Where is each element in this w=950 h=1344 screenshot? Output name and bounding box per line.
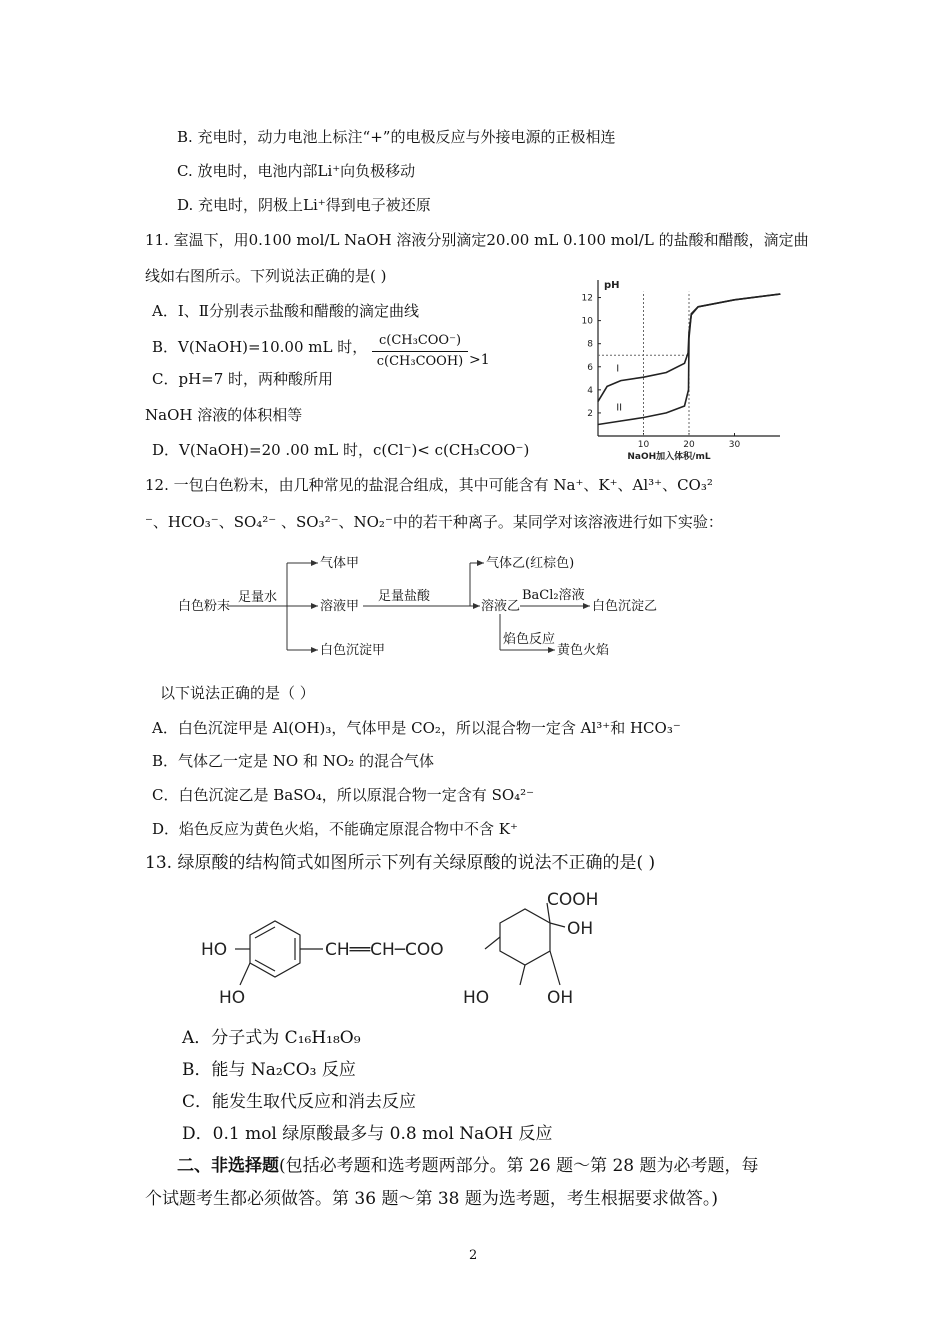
q11-option-b: B．V(NaOH)=10.00 mL 时， [152,338,368,356]
y-tick-label: 4 [587,385,593,396]
arrowhead [473,603,480,609]
ho-bottom-left: HO [219,988,246,1008]
cooh: COOH [547,890,599,910]
fraction-relation: >1 [469,352,490,368]
flow-sol-a: 溶液甲 [320,599,360,614]
arrowhead [311,603,318,609]
x-tick-label: 10 [637,440,650,450]
q12-option-d: D．焰色反应为黄色火焰，不能确定原混合物中不含 K⁺ [152,820,518,838]
flow-step2: 足量盐酸 [378,589,431,604]
q11-option-a: A．Ⅰ、Ⅱ分别表示盐酸和醋酸的滴定曲线 [152,302,419,320]
ring-double-bond [255,927,275,938]
bond [240,963,250,985]
benzene-ring [250,921,300,977]
flow-step1: 足量水 [238,590,278,605]
q12-option-a: A．白色沉淀甲是 Al(OH)₃，气体甲是 CO₂，所以混合物一定含 Al³⁺和 HCO₃⁻ [152,719,681,737]
y-tick-label: 6 [587,362,593,373]
ho-bottom-mid: HO [463,988,490,1008]
flow-reagent: BaCl₂溶液 [522,588,585,603]
q12-option-b: B．气体乙一定是 NO 和 NO₂ 的混合气体 [152,752,434,770]
section2-heading: 二、非选择题 [177,1156,279,1176]
fraction-denominator: c(CH₃COOH) [376,354,464,369]
x-tick-label: 30 [728,440,741,450]
ring-double-bond [255,960,275,971]
page-number: 2 [469,1248,478,1263]
x-tick-label: 20 [683,440,695,450]
chain: CH══CH─COO [325,940,444,960]
bond [520,965,525,985]
q11-stem-line2: 线如右图所示。下列说法正确的是( ) [145,267,387,285]
flow-ppt-a: 白色沉淀甲 [320,643,386,658]
bond [550,923,565,927]
arrowhead [311,647,318,653]
oh-bottom-right: OH [547,988,574,1008]
q10-option-c: C. 放电时，电池内部Li⁺向负极移动 [177,162,416,180]
q11-option-d: D．V(NaOH)=20 .00 mL 时，c(Cl⁻)< c(CH₃COO⁻) [152,441,530,459]
y-tick-label: 12 [581,293,593,304]
q10-option-b: B. 充电时，动力电池上标注“+”的电极反应与外接电源的正极相连 [177,128,616,146]
ho-left: HO [201,940,228,960]
flow-gas-a: 气体甲 [320,556,360,571]
q12-option-c: C．白色沉淀乙是 BaSO₄，所以原混合物一定含有 SO₄²⁻ [152,786,535,804]
y-axis-label: pH [604,280,620,291]
q13-stem: 13. 绿原酸的结构简式如图所示下列有关绿原酸的说法不正确的是( ) [145,853,656,873]
flow-ppt-b: 白色沉淀乙 [592,599,658,614]
flow-flame-result: 黄色火焰 [557,643,610,658]
y-tick-label: 2 [587,408,593,419]
q10-option-d: D. 充电时，阴极上Li⁺得到电子被还原 [177,196,431,214]
q11-option-c-line1: C．pH=7 时，两种酸所用 [152,370,334,388]
flow-flame-test: 焰色反应 [503,632,556,647]
bond [550,951,560,985]
cyclohexane-ring [500,909,550,965]
y-tick-label: 8 [587,339,593,350]
q12-prompt: 以下说法正确的是（ ） [160,684,315,702]
q13-option-c: C．能发生取代反应和消去反应 [182,1092,417,1112]
q13-option-a: A．分子式为 C₁₆H₁₈O₉ [182,1028,361,1048]
flow-sol-b: 溶液乙 [481,599,521,614]
x-axis-label: NaOH加入体积/mL [627,452,711,462]
y-tick-label: 10 [581,316,593,327]
section2-line1-rest: (包括必考题和选考题两部分。第 26 题～第 28 题为必考题，每 [279,1156,759,1176]
q12-stem-line2: ⁻、HCO₃⁻、SO₄²⁻ 、SO₃²⁻、NO₂⁻中的若干种离子。某同学对该溶液进行如下实验： [145,513,723,531]
chlorogenic-acid-structure [195,885,625,1015]
q13-option-b: B．能与 Na₂CO₃ 反应 [182,1060,356,1080]
flow-gas-b: 气体乙(红棕色) [486,556,575,571]
q12-stem-line1: 12. 一包白色粉末，由几种常见的盐混合组成，其中可能含有 Na⁺、K⁺、Al³⁺、CO₃² [145,476,713,494]
q11-stem-line1: 11. 室温下，用0.100 mol/L NaOH 溶液分别滴定20.00 mL 0.100 mol/L 的盐酸和醋酸，滴定曲 [145,231,809,249]
arrowhead [477,560,484,566]
arrowhead [311,560,318,566]
section2-line1 [177,1155,759,1177]
bond [485,937,500,949]
q11-option-c-line2: NaOH 溶液的体积相等 [145,406,303,424]
curve-label-II: II [616,402,623,414]
q13-option-d: D．0.1 mol 绿原酸最多与 0.8 mol NaOH 反应 [182,1124,553,1144]
curve-label-I: I [616,363,620,375]
oh-right: OH [567,919,594,939]
fraction-numerator: c(CH₃COO⁻) [378,333,462,348]
flow-start: 白色粉末 [178,599,231,614]
section2-line2: 个试题考生都必须做答。第 36 题～第 38 题为选考题，考生根据要求做答。) [145,1189,719,1209]
